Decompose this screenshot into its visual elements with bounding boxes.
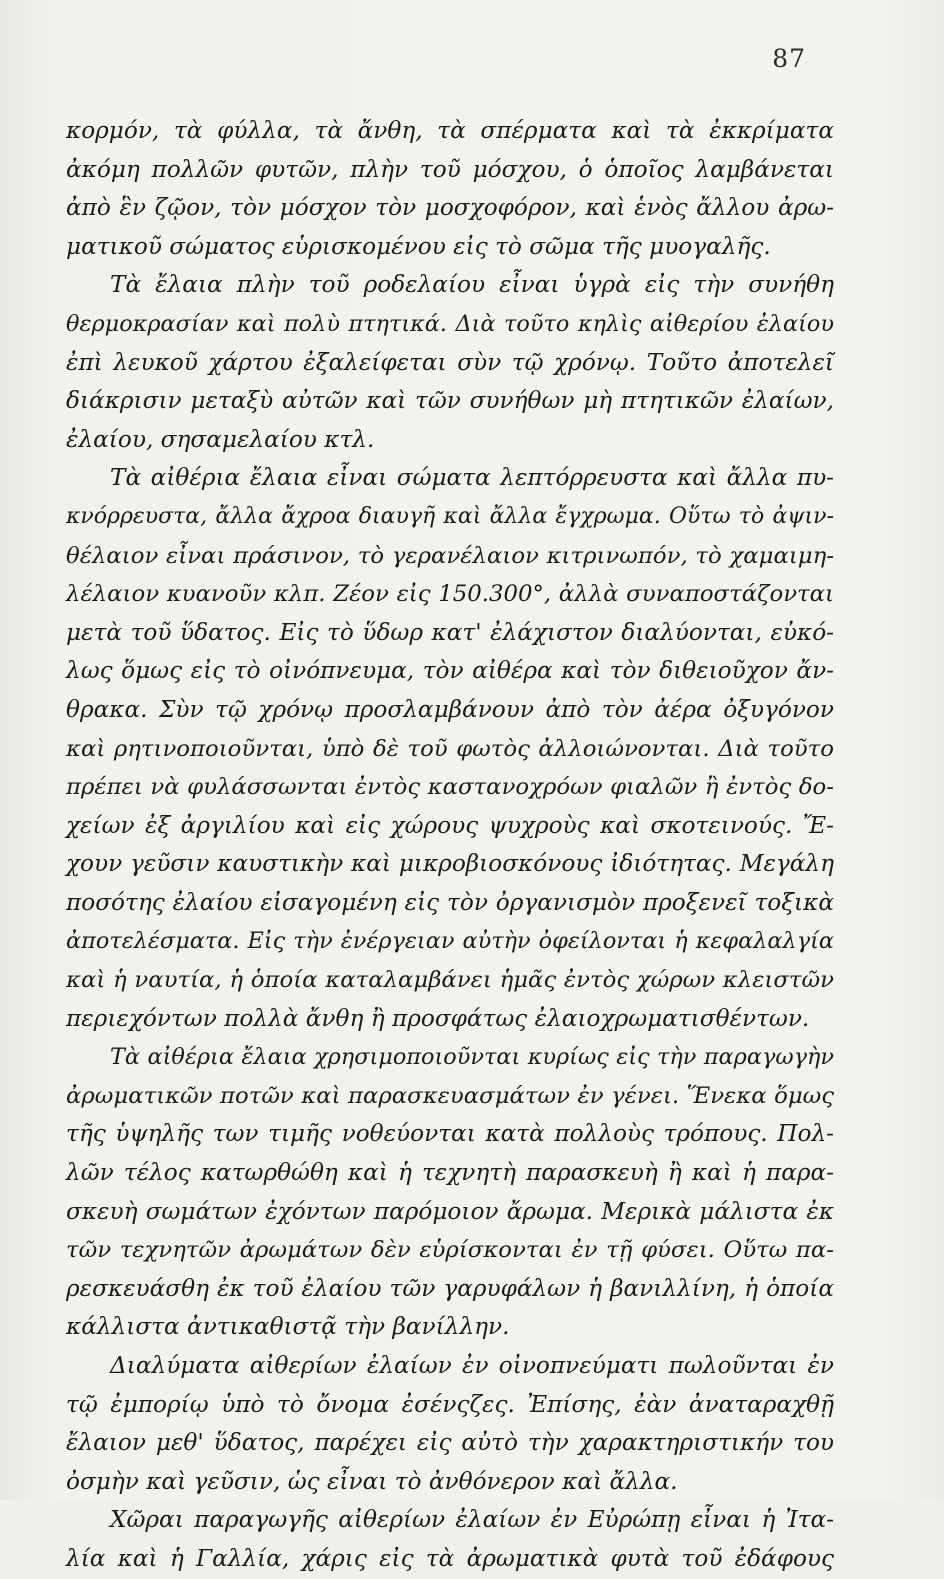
text-line: Τὰ ἔλαια πλὴν τοῦ ροδελαίου εἶναι ὑγρὰ εἰς τὴν συνήθη — [110, 271, 834, 299]
text-line: Τὰ αἰθέρια ἔλαια χρησιμοποιοῦνται κυρίως εἰς τὴν παραγωγὴν — [110, 1044, 834, 1071]
text-line: ἔλαιον μεθ' ὕδατος, παρέχει εἰς αὐτὸ τὴν χαρακτηριστικήν του — [66, 1429, 834, 1457]
paragraph — [66, 459, 834, 1038]
text-line: σκευὴ σωμάτων ἐχόντων παρόμοιον ἄρωμα. Μερικὰ μάλιστα ἐκ — [66, 1197, 834, 1225]
paragraph — [66, 1347, 834, 1501]
text-line: κνόρρευστα, ἄλλα ἄχροα διαυγῆ καὶ ἄλλα ἔγχρωμα. Οὕτω τὸ ἀψιν- — [66, 503, 834, 529]
text-line: πρέπει νὰ φυλάσσωνται ἐντὸς καστανοχρόων φιαλῶν ἢ ἐντὸς δο- — [66, 774, 834, 801]
text-line: θρακα. Σὺν τῷ χρόνῳ προσλαμβάνουν ἀπὸ τὸν ἀέρα ὀξυγόνον — [66, 695, 834, 723]
text-line: ὀσμὴν καὶ γεῦσιν, ὡς εἶναι τὸ ἀνθόνερον καὶ ἄλλα. — [66, 1467, 678, 1495]
paragraph — [66, 112, 834, 266]
text-line: Τὰ αἰθέρια ἔλαια εἶναι σώματα λεπτόρρευστα καὶ ἄλλα πυ- — [110, 464, 834, 492]
text-line: τῶν τεχνητῶν ἀρωμάτων δὲν εὑρίσκονται ἐν τῇ φύσει. Οὕτω πα- — [66, 1237, 834, 1264]
text-line: καὶ ἡ ναυτία, ἡ ὁποία καταλαμβάνει ἡμᾶς ἐντὸς χώρων κλειστῶν — [66, 967, 834, 994]
text-line: μετὰ τοῦ ὕδατος. Εἰς τὸ ὕδωρ κατ' ἐλάχιστον διαλύονται, εὐκό- — [66, 618, 834, 646]
text-line: ἀκόμη πολλῶν φυτῶν, πλὴν τοῦ μόσχου, ὁ ὁποῖος λαμβάνεται — [66, 155, 834, 183]
text-line: διάκρισιν μεταξὺ αὐτῶν καὶ τῶν συνήθων μὴ πτητικῶν ἐλαίων, — [66, 387, 834, 415]
text-line: ποσότης ἐλαίου εἰσαγομένη εἰς τὸν ὀργανισμὸν προξενεῖ τοξικὰ — [66, 888, 834, 916]
text-line: λία καὶ ἡ Γαλλία, χάρις εἰς τὰ ἀρωματικὰ φυτὰ τοῦ ἐδάφους — [66, 1544, 834, 1572]
text-line: τῷ ἐμπορίῳ ὑπὸ τὸ ὄνομα ἐσένςζες. Ἐπίσης, ἐὰν ἀναταραχθῇ — [66, 1390, 834, 1418]
body-text — [66, 112, 834, 1579]
text-line: ἀποτελέσματα. Εἰς τὴν ἐνέργειαν αὐτὴν ὀφείλονται ἡ κεφαλαλγία — [66, 928, 834, 955]
text-line: ἀρωματικῶν ποτῶν καὶ παρασκευασμάτων ἐν γένει. Ἕνεκα ὅμως — [66, 1082, 834, 1109]
text-line: ἐπὶ λευκοῦ χάρτου ἐξαλείφεται σὺν τῷ χρόνῳ. Τοῦτο ἀποτελεῖ — [66, 348, 834, 376]
paragraph — [66, 266, 834, 459]
text-line: ρεσκευάσθη ἐκ τοῦ ἐλαίου τῶν γαρυφάλων ἡ βανιλλίνη, ἡ ὁποία — [66, 1274, 834, 1302]
text-line: λῶν τέλος κατωρθώθη καὶ ἡ τεχνητὴ παρασκευὴ ἢ καὶ ἡ παρα- — [66, 1159, 834, 1187]
text-line: Διαλύματα αἰθερίων ἐλαίων ἐν οἰνοπνεύματι πωλοῦνται ἐν — [110, 1352, 834, 1379]
paragraph — [66, 1038, 834, 1347]
text-line: χείων ἐξ ἀργιλίου καὶ εἰς χώρους ψυχροὺς καὶ σκοτεινούς. Ἔ- — [66, 811, 834, 839]
text-line: Χῶραι παραγωγῆς αἰθερίων ἐλαίων ἐν Εὐρώπῃ εἶναι ἡ Ἰτα- — [110, 1506, 834, 1534]
text-line: ἀπὸ ἓν ζῷον, τὸν μόσχον τὸν μοσχοφόρον, καὶ ἑνὸς ἄλλου ἀρω- — [66, 194, 834, 222]
text-line: περιεχόντων πολλὰ ἄνθη ἢ προσφάτως ἐλαιοχρωματισθέντων. — [66, 1004, 810, 1032]
text-line: τῆς ὑψηλῆς των τιμῆς νοθεύονται κατὰ πολλοὺς τρόπους. Πολ- — [66, 1120, 834, 1148]
text-line: λέλαιον κυανοῦν κλπ. Ζέον εἰς 150.300°, ἀλλὰ συναποστάζονται — [66, 581, 834, 608]
text-line: κάλλιστα ἀντικαθιστᾷ τὴν βανίλλην. — [66, 1313, 510, 1341]
paragraph — [66, 1501, 834, 1578]
page-number: 87 — [772, 44, 806, 73]
text-line: κορμόν, τὰ φύλλα, τὰ ἄνθη, τὰ σπέρματα καὶ τὰ ἐκκρίματα — [66, 117, 834, 144]
text-line: λως ὅμως εἰς τὸ οἰνόπνευμα, τὸν αἰθέρα καὶ τὸν διθειοῦχον ἄν- — [66, 657, 834, 685]
text-line: ἐλαίου, σησαμελαίου κτλ. — [66, 425, 375, 453]
text-line: θερμοκρασίαν καὶ πολὺ πτητικά. Διὰ τοῦτο κηλὶς αἰθερίου ἐλαίου — [66, 310, 834, 337]
text-line: ματικοῦ σώματος εὑρισκομένου εἰς τὸ σῶμα τῆς μυογαλῆς. — [66, 232, 771, 260]
text-line: θέλαιον εἶναι πράσινον, τὸ γερανέλαιον κιτρινωπόν, τὸ χαμαιμη- — [66, 542, 834, 569]
text-line: χουν γεῦσιν καυστικὴν καὶ μικροβιοσκόνους ἰδιότητας. Μεγάλη — [66, 850, 834, 878]
text-line: καὶ ρητινοποιοῦνται, ὑπὸ δὲ τοῦ φωτὸς ἀλλοιώνονται. Διὰ τοῦτο — [66, 735, 834, 762]
